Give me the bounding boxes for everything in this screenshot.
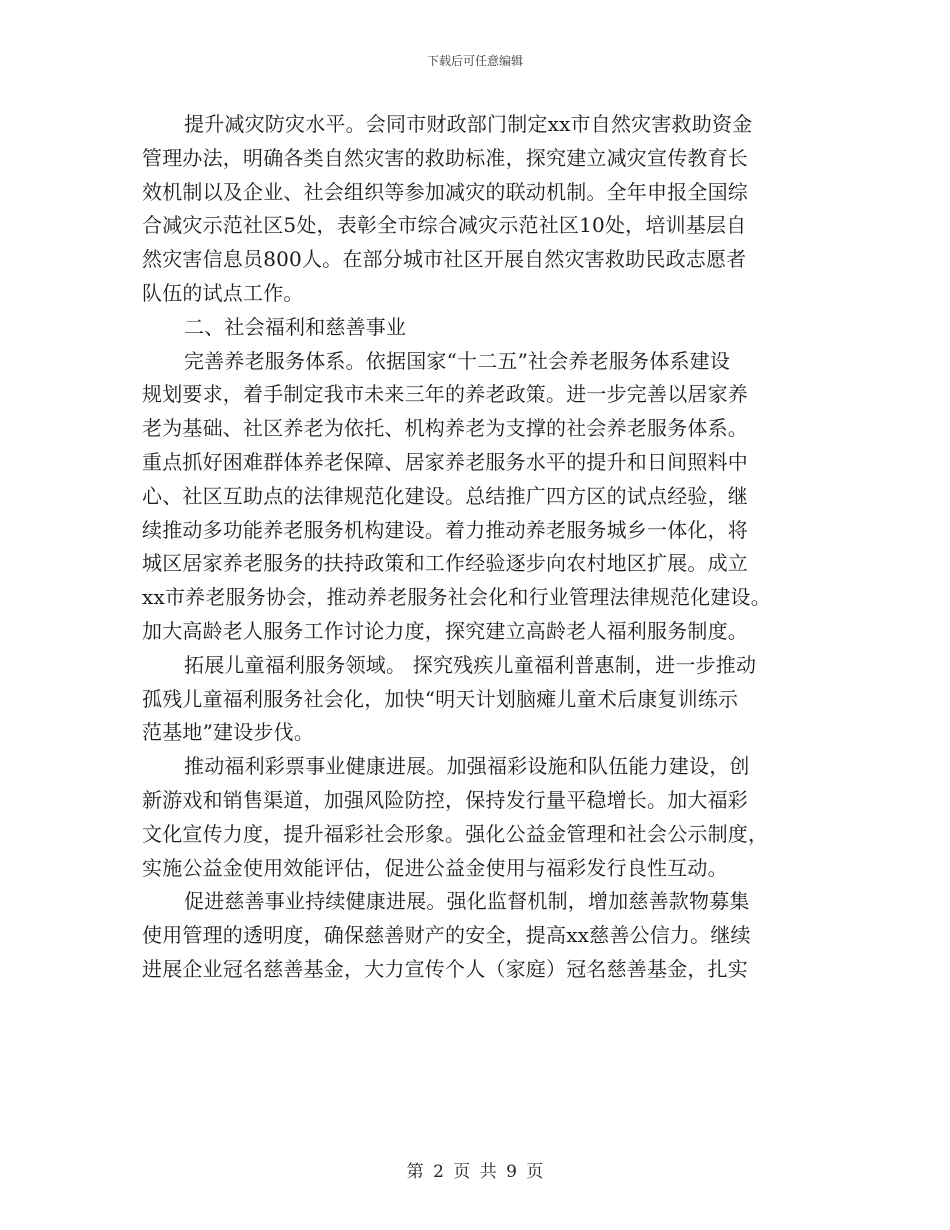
- text-line: 新游戏和销售渠道，加强风险防控，保持发行量平稳增长。加大福彩: [142, 787, 748, 812]
- text-line: 孤残儿童福利服务社会化，加快“明天计划脑瘫儿童术后康复训练示: [142, 686, 739, 711]
- page-header-note: 下载后可任意编辑: [426, 54, 523, 68]
- text-line: 重点抓好困难群体养老保障、居家养老服务水平的提升和日间照料中: [142, 449, 748, 474]
- page-number: 第 2 页 共 9 页: [406, 1162, 544, 1182]
- text-line: 续推动多功能养老服务机构建设。着力推动养老服务城乡一体化，将: [142, 517, 748, 542]
- text-line: 完善养老服务体系。依据国家“十二五”社会养老服务体系建设: [184, 348, 731, 373]
- text-line: 队伍的试点工作。: [142, 280, 304, 305]
- text-line: 二、社会福利和慈善事业: [184, 314, 407, 339]
- text-line: 进展企业冠名慈善基金，大力宣传个人（家庭）冠名慈善基金，扎实: [142, 956, 748, 981]
- text-line: 规划要求，着手制定我市未来三年的养老政策。进一步完善以居家养: [142, 382, 748, 407]
- text-line: 提升减灾防灾水平。会同市财政部门制定xx市自然灾害救助资金: [184, 112, 753, 136]
- text-line: 合减灾示范社区5处，表彰全市综合减灾示范社区10处，培训基层自: [142, 213, 747, 238]
- document-body: [142, 108, 808, 987]
- text-line: 范基地”建设步伐。: [142, 720, 315, 745]
- text-line: 城区居家养老服务的扶持政策和工作经验逐步向农村地区扩展。成立: [142, 551, 748, 576]
- text-line: 推动福利彩票事业健康进展。加强福彩设施和队伍能力建设，创: [184, 754, 750, 779]
- text-line: 促进慈善事业持续健康进展。强化监督机制，增加慈善款物募集: [184, 889, 750, 914]
- text-line: 实施公益金使用效能评估，促进公益金使用与福彩发行良性互动。: [142, 855, 728, 880]
- text-line: 老为基础、社区养老为依托、机构养老为支撑的社会养老服务体系。: [142, 416, 748, 441]
- text-line: 文化宣传力度，提升福彩社会形象。强化公益金管理和社会公示制度，: [142, 821, 769, 846]
- text-line: 使用管理的透明度，确保慈善财产的安全，提高xx慈善公信力。继续: [142, 923, 751, 948]
- text-line: 拓展儿童福利服务领域。 探究残疾儿童福利普惠制，进一步推动: [184, 652, 757, 677]
- text-line: 然灾害信息员800人。在部分城市社区开展自然灾害救助民政志愿者: [142, 247, 747, 272]
- text-line: 心、社区互助点的法律规范化建设。总结推广四方区的试点经验，继: [142, 483, 748, 508]
- text-line: 管理办法，明确各类自然灾害的救助标准，探究建立减灾宣传教育长: [142, 145, 748, 170]
- text-line: 效机制以及企业、社会组织等参加减灾的联动机制。全年申报全国综: [142, 179, 748, 204]
- text-line: xx市养老服务协会，推动养老服务社会化和行业管理法律规范化建设。: [142, 585, 771, 610]
- text-line: 加大高龄老人服务工作讨论力度，探究建立高龄老人福利服务制度。: [142, 618, 748, 643]
